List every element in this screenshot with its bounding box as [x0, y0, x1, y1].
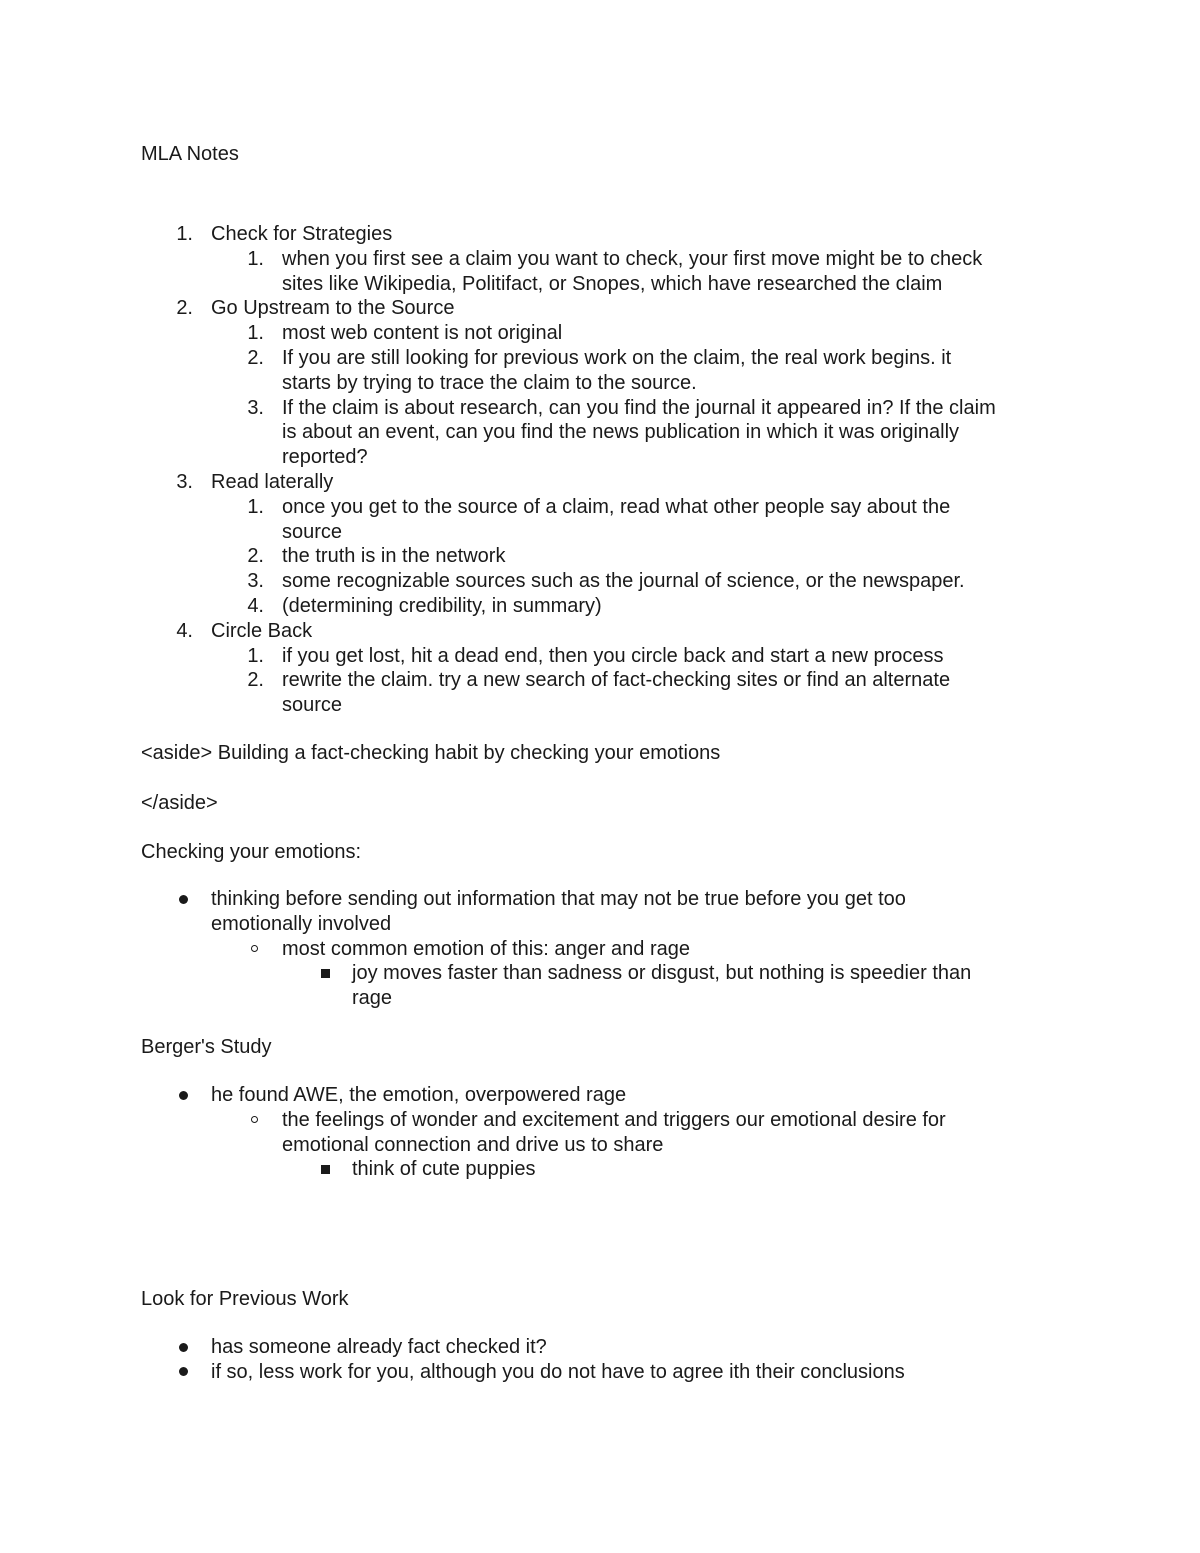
step-label: Circle Back — [211, 619, 313, 642]
substep-number: 1. — [247, 644, 264, 667]
step-label: Go Upstream to the Source — [211, 297, 455, 320]
substep-text: if you get lost, hit a dead end, then you circle back and start a new process — [282, 644, 944, 667]
bullet-square — [318, 961, 332, 985]
substep-text: the truth is in the network — [282, 545, 506, 568]
section-heading: Checking your emotions: — [141, 841, 362, 863]
substep-number: 4. — [247, 595, 264, 617]
substep-number: 2. — [247, 347, 264, 369]
sub-bullet-text: most common emotion of this: anger and rage — [282, 937, 690, 960]
substep-text: is about an event, can you find the news publication in which it was originally — [282, 421, 960, 444]
substep-text: source — [282, 520, 343, 543]
section-heading: Berger's Study — [141, 1036, 272, 1058]
bullet-circle — [247, 1108, 261, 1132]
step-number: 4. — [176, 619, 193, 642]
substep-text: source — [282, 694, 343, 717]
page-title: MLA Notes — [141, 143, 239, 165]
bullet-square — [318, 1157, 332, 1181]
bullet-disc — [176, 887, 190, 911]
step-number: 2. — [176, 297, 193, 320]
aside-close-text: </aside> — [141, 792, 218, 814]
substep-text: most web content is not original — [282, 322, 563, 345]
substep-text: when you first see a claim you want to check, your first move might be to check — [282, 247, 983, 270]
bullet-circle — [247, 937, 261, 961]
sub-bullet-text: emotional connection and drive us to share — [282, 1133, 664, 1156]
bullet-disc — [176, 1083, 190, 1107]
bullet-text: thinking before sending out information that may not be true before you get too — [211, 888, 906, 910]
section-heading: Look for Previous Work — [141, 1288, 349, 1310]
sub-sub-bullet-text: think of cute puppies — [352, 1158, 536, 1181]
step-label: Check for Strategies — [211, 223, 393, 245]
substep-text: once you get to the source of a claim, read what other people say about the — [282, 495, 951, 518]
substep-number: 3. — [247, 570, 264, 593]
step-number: 1. — [176, 223, 193, 245]
substep-number: 1. — [247, 495, 264, 518]
bullet-text: he found AWE, the emotion, overpowered rage — [211, 1084, 627, 1106]
bullet-text: emotionally involved — [211, 912, 392, 935]
substep-number: 1. — [247, 322, 264, 345]
bullet-text: has someone already fact checked it? — [211, 1336, 547, 1358]
step-number: 3. — [176, 471, 193, 493]
sub-sub-bullet-text: joy moves faster than sadness or disgust, but nothing is speedier than — [352, 962, 972, 985]
sub-sub-bullet-text: rage — [352, 987, 393, 1010]
substep-number: 3. — [247, 396, 264, 419]
substep-text: If the claim is about research, can you find the journal it appeared in? If the claim — [282, 396, 996, 419]
sub-bullet-text: the feelings of wonder and excitement and triggers our emotional desire for — [282, 1108, 946, 1131]
substep-text: If you are still looking for previous work on the claim, the real work begins. it — [282, 347, 952, 369]
aside-open-text: <aside> Building a fact-checking habit by checking your emotions — [141, 742, 721, 764]
substep-text: reported? — [282, 446, 368, 469]
substep-number: 2. — [247, 545, 264, 568]
substep-text: sites like Wikipedia, Politifact, or Snopes, which have researched the claim — [282, 272, 943, 295]
substep-text: (determining credibility, in summary) — [282, 595, 602, 617]
substep-number: 2. — [247, 669, 264, 692]
bullet-disc — [176, 1360, 190, 1384]
bullet-text: if so, less work for you, although you do not have to agree ith their conclusions — [211, 1360, 905, 1383]
step-label: Read laterally — [211, 471, 334, 493]
substep-text: starts by trying to trace the claim to the source. — [282, 371, 697, 394]
substep-text: rewrite the claim. try a new search of fact-checking sites or find an alternate — [282, 669, 951, 692]
substep-text: some recognizable sources such as the journal of science, or the newspaper. — [282, 570, 965, 593]
bullet-disc — [176, 1335, 190, 1359]
substep-number: 1. — [247, 247, 264, 270]
